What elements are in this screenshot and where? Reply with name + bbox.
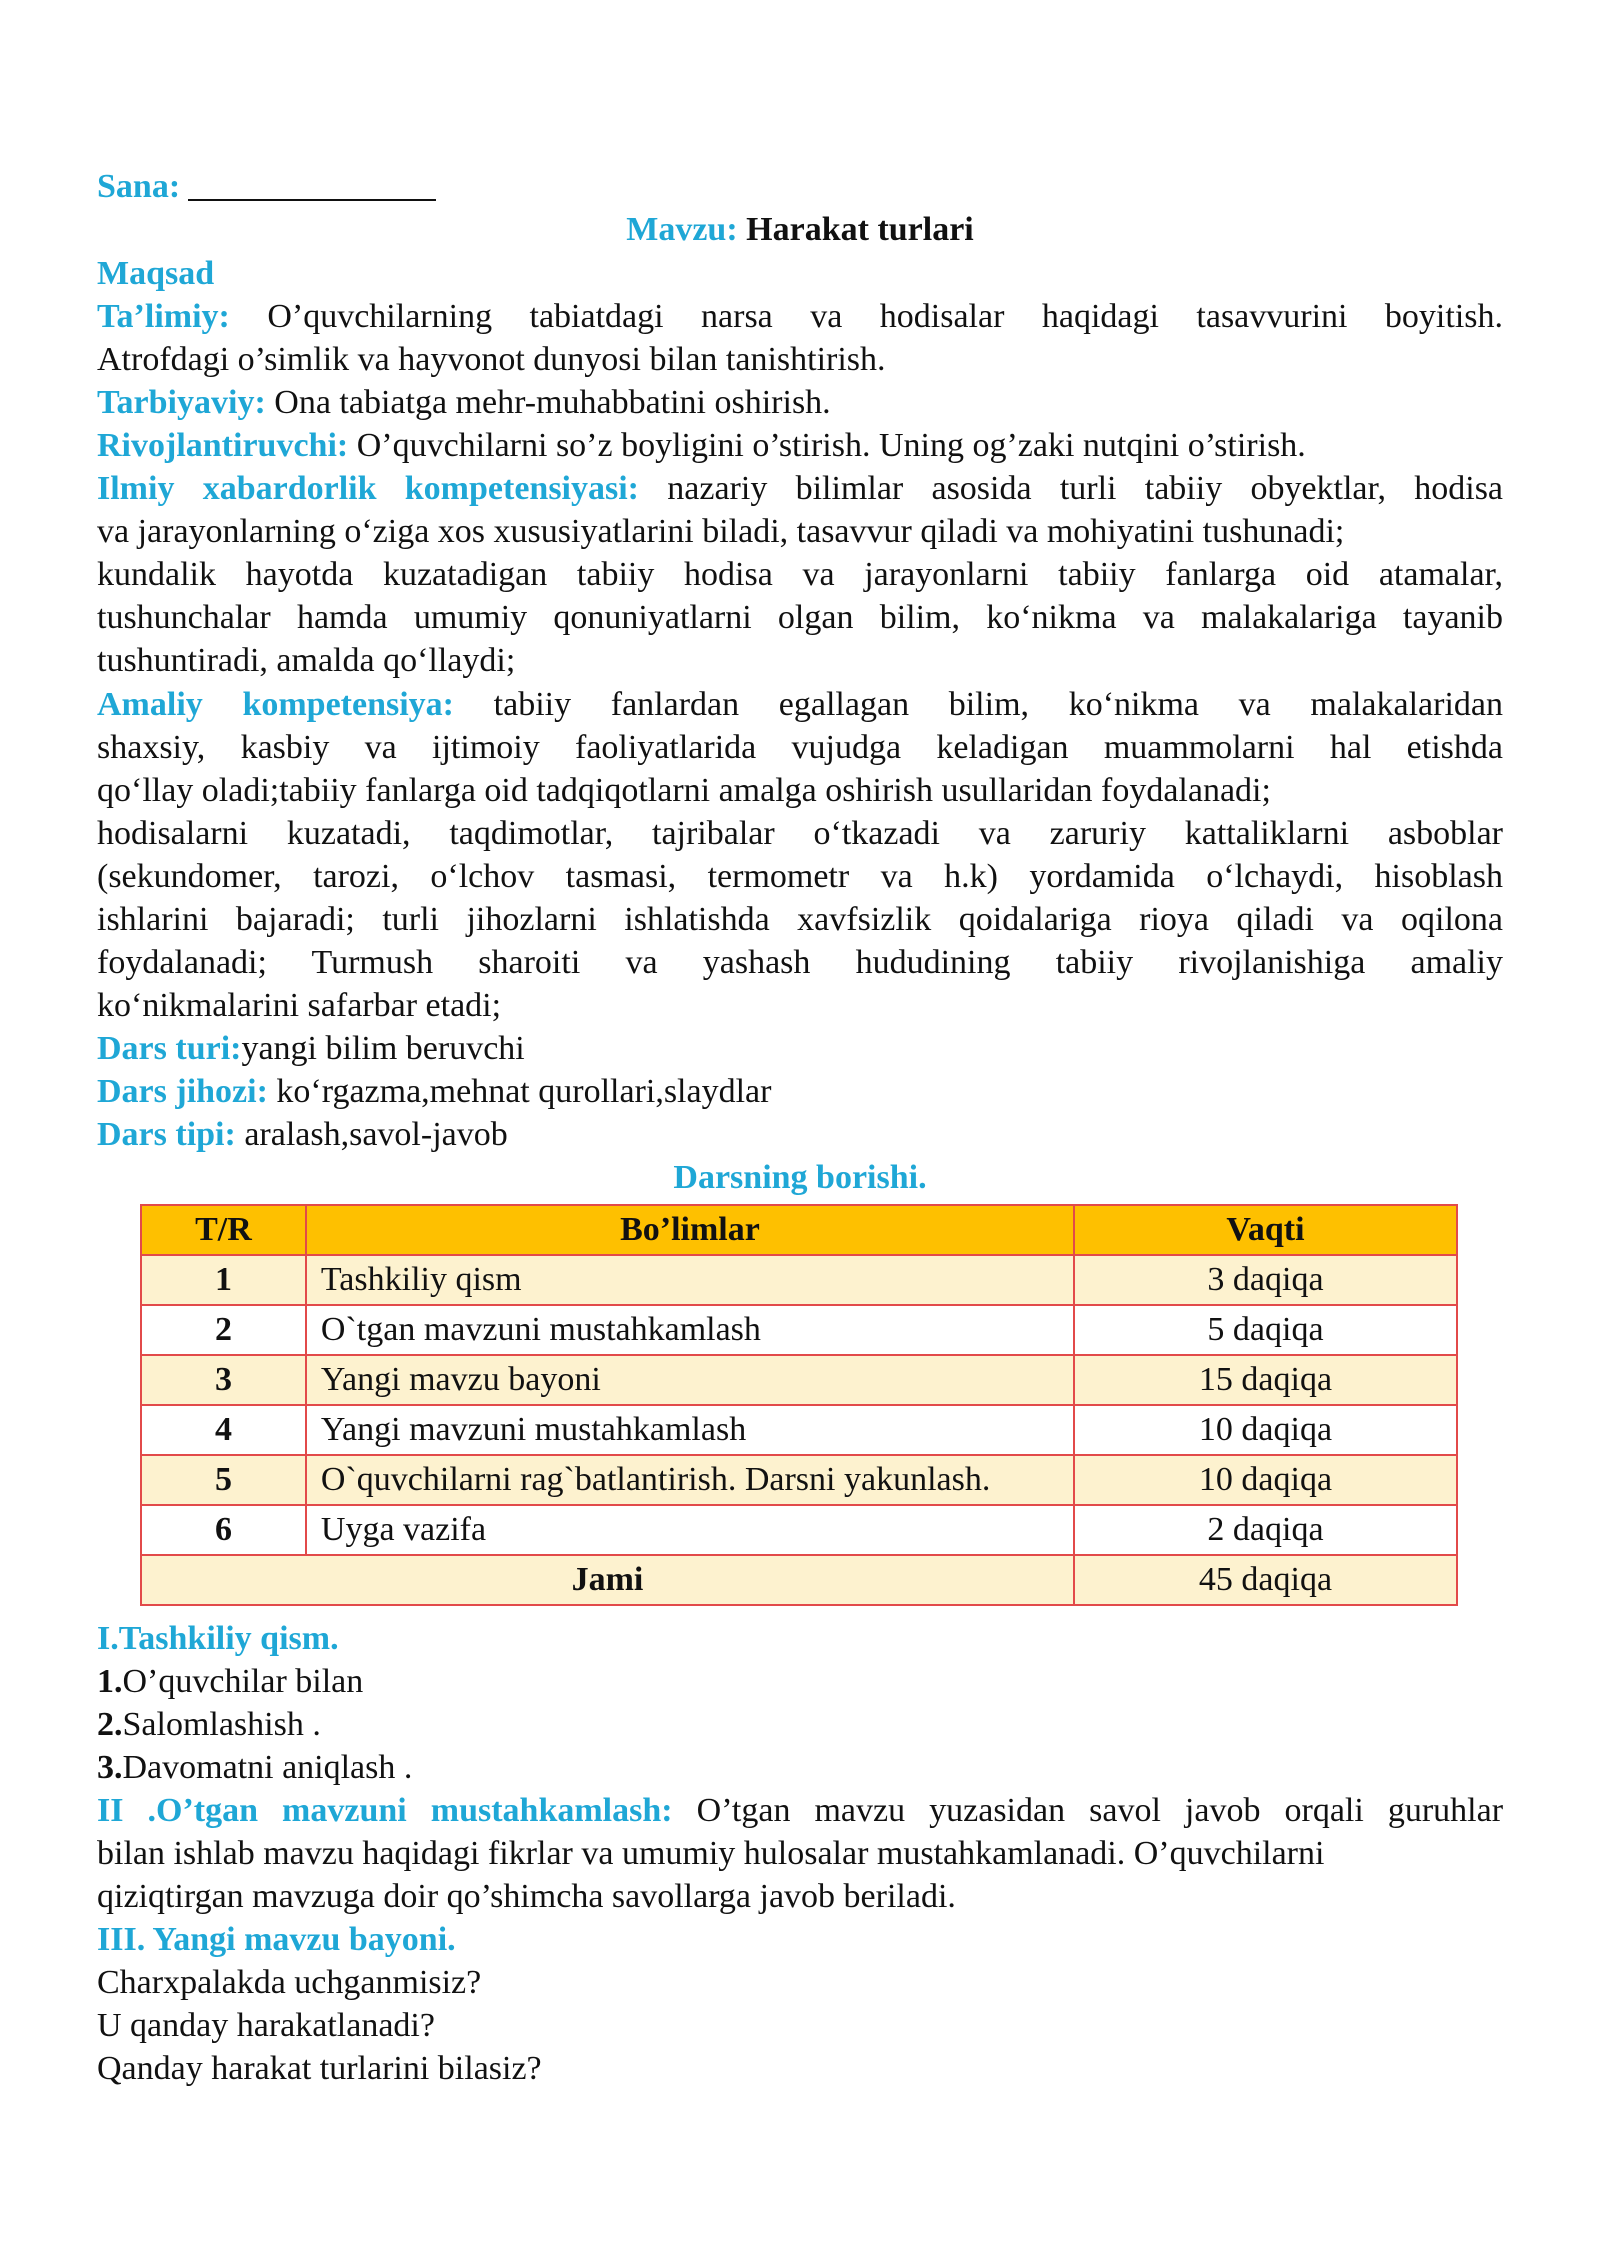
amaliy-label: Amaliy kompetensiya: xyxy=(97,686,454,723)
rivoj-label: Rivojlantiruvchi: xyxy=(97,427,349,464)
row-number: 4 xyxy=(141,1405,306,1455)
ilmiy-line-3: kundalik hayotda kuzatadigan tabiiy hodisa va jarayonlarni tabiiy fanlarga oid atamalar, xyxy=(97,556,1503,593)
dars-tipi-label: Dars tipi: xyxy=(97,1116,236,1153)
ilmiy-label: Ilmiy xabardorlik kompetensiyasi: xyxy=(97,470,640,507)
table-total-row xyxy=(141,1555,1457,1605)
row-section: Yangi mavzu bayoni xyxy=(306,1355,1074,1405)
list-item-number: 3. xyxy=(97,1749,123,1786)
otgan-line-2: bilan ishlab mavzu haqidagi fikrlar va umumiy hulosalar mustahkamlanadi. O’quvchilarni xyxy=(97,1835,1325,1872)
row-number: 6 xyxy=(141,1505,306,1555)
tarbiyaviy-line xyxy=(97,381,1503,424)
talimiy-line-1 xyxy=(97,295,1503,338)
tarbiyaviy-text: Ona tabiatga mehr-muhabbatini oshirish. xyxy=(274,384,831,421)
table-row xyxy=(141,1405,1457,1455)
talimiy-text: O’quvchilarning tabiatdagi narsa va hodisalar haqidagi tasavvurini boyitish. xyxy=(267,298,1504,335)
question-2: U qanday harakatlanadi? xyxy=(97,2007,435,2044)
total-value: 45 daqiqa xyxy=(1074,1555,1457,1605)
amaliy-line-2: shaxsiy, kasbiy va ijtimoiy faoliyatlarida vujudga keladigan muammolarni hal etishda xyxy=(97,729,1503,766)
header-time: Vaqti xyxy=(1074,1205,1457,1255)
borishi-title: Darsning borishi. xyxy=(673,1159,927,1196)
ilmiy-line-4: tushunchalar hamda umumiy qonuniyatlarni olgan bilim, ko‘nikma va malakalariga tayanib xyxy=(97,599,1503,636)
dars-turi-line xyxy=(97,1027,1503,1070)
dars-jihozi-label: Dars jihozi: xyxy=(97,1073,268,1110)
dars-turi-value: yangi bilim beruvchi xyxy=(241,1030,525,1067)
dars-tipi-value: aralash,savol-javob xyxy=(244,1116,508,1153)
total-label: Jami xyxy=(141,1555,1074,1605)
row-section: Yangi mavzuni mustahkamlash xyxy=(306,1405,1074,1455)
dars-tipi-line xyxy=(97,1113,1503,1156)
ilmiy-line-1 xyxy=(97,467,1503,510)
table-row xyxy=(141,1255,1457,1305)
date-line xyxy=(97,165,1503,208)
otgan-label: II .O’tgan mavzuni mustahkamlash: xyxy=(97,1792,673,1829)
list-item-number: 1. xyxy=(97,1663,123,1700)
amaliy-line-4: hodisalarni kuzatadi, taqdimotlar, tajribalar o‘tkazadi va zaruriy kattaliklarni asboblar xyxy=(97,815,1503,852)
row-section: O`quvchilarni rag`batlantirish. Darsni yakunlash. xyxy=(306,1455,1074,1505)
dars-jihozi-line xyxy=(97,1070,1503,1113)
amaliy-line-3: qo‘llay oladi;tabiiy fanlarga oid tadqiqotlarni amalga oshirish usullaridan foydalanadi; xyxy=(97,772,1271,809)
lesson-plan-table xyxy=(140,1204,1458,1606)
sana-label: Sana: xyxy=(97,168,181,205)
table-row xyxy=(141,1305,1457,1355)
row-time: 2 daqiqa xyxy=(1074,1505,1457,1555)
question-1: Charxpalakda uchganmisiz? xyxy=(97,1964,482,2001)
amaliy-line-8: ko‘nikmalarini safarbar etadi; xyxy=(97,987,502,1024)
mavzu-label: Mavzu: xyxy=(626,211,738,248)
list-item xyxy=(97,1746,1503,1789)
tashkiliy-title: I.Tashkiliy qism. xyxy=(97,1620,339,1657)
table-row xyxy=(141,1455,1457,1505)
row-number: 3 xyxy=(141,1355,306,1405)
topic-line xyxy=(97,208,1503,251)
rivoj-text: O’quvchilarni so’z boyligini o’stirish. Uning og’zaki nutqini o’stirish. xyxy=(356,427,1306,464)
row-number: 5 xyxy=(141,1455,306,1505)
tarbiyaviy-label: Tarbiyaviy: xyxy=(97,384,266,421)
rivoj-line xyxy=(97,424,1503,467)
list-item xyxy=(97,1660,1503,1703)
borishi-heading xyxy=(97,1156,1503,1199)
list-item-number: 2. xyxy=(97,1706,123,1743)
talimiy-label: Ta’limiy: xyxy=(97,298,230,335)
dars-turi-label: Dars turi: xyxy=(97,1030,242,1067)
table-row xyxy=(141,1355,1457,1405)
row-time: 10 daqiqa xyxy=(1074,1455,1457,1505)
question-3: Qanday harakat turlarini bilasiz? xyxy=(97,2050,542,2087)
amaliy-line-5: (sekundomer, tarozi, o‘lchov tasmasi, termometr va h.k) yordamida o‘lchaydi, hisoblash xyxy=(97,858,1503,895)
yangi-heading xyxy=(97,1918,1503,1961)
talimiy-line-2: Atrofdagi o’simlik va hayvonot dunyosi bilan tanishtirish. xyxy=(97,341,886,378)
maqsad-title: Maqsad xyxy=(97,255,215,292)
otgan-text-1: O’tgan mavzu yuzasidan savol javob orqali guruhlar xyxy=(696,1792,1504,1829)
list-item xyxy=(97,1703,1503,1746)
ilmiy-line-2: va jarayonlarning o‘ziga xos xususiyatlarini biladi, tasavvur qiladi va mohiyatini tushunadi; xyxy=(97,513,1345,550)
amaliy-line-1 xyxy=(97,683,1503,726)
ilmiy-text-1: nazariy bilimlar asosida turli tabiiy obyektlar, hodisa xyxy=(667,470,1504,507)
row-section: Tashkiliy qism xyxy=(306,1255,1074,1305)
ilmiy-line-5: tushuntiradi, amalda qo‘llaydi; xyxy=(97,642,516,679)
row-time: 15 daqiqa xyxy=(1074,1355,1457,1405)
header-tr: T/R xyxy=(141,1205,306,1255)
table-row xyxy=(141,1505,1457,1555)
row-time: 10 daqiqa xyxy=(1074,1405,1457,1455)
date-blank xyxy=(188,199,436,201)
row-time: 3 daqiqa xyxy=(1074,1255,1457,1305)
maqsad-heading xyxy=(97,252,1503,295)
otgan-line-1 xyxy=(97,1789,1503,1832)
list-item-text: Davomatni aniqlash . xyxy=(122,1749,413,1786)
row-section: Uyga vazifa xyxy=(306,1505,1074,1555)
dars-jihozi-value: ko‘rgazma,mehnat qurollari,slaydlar xyxy=(276,1073,772,1110)
topic-title: Harakat turlari xyxy=(746,211,974,248)
amaliy-line-6: ishlarini bajaradi; turli jihozlarni ishlatishda xavfsizlik qoidalariga rioya qiladi va oqilona xyxy=(97,901,1503,938)
table-header-row xyxy=(141,1205,1457,1255)
list-item-text: O’quvchilar bilan xyxy=(122,1663,364,1700)
row-number: 2 xyxy=(141,1305,306,1355)
tashkiliy-heading xyxy=(97,1617,1503,1660)
amaliy-line-7: foydalanadi; Turmush sharoiti va yashash hududining tabiiy rivojlanishiga amaliy xyxy=(97,944,1503,981)
list-item-text: Salomlashish . xyxy=(122,1706,321,1743)
yangi-title: III. Yangi mavzu bayoni. xyxy=(97,1921,456,1958)
row-time: 5 daqiqa xyxy=(1074,1305,1457,1355)
row-number: 1 xyxy=(141,1255,306,1305)
header-sections: Bo’limlar xyxy=(306,1205,1074,1255)
otgan-line-3: qiziqtirgan mavzuga doir qo’shimcha savollarga javob beriladi. xyxy=(97,1878,956,1915)
row-section: O`tgan mavzuni mustahkamlash xyxy=(306,1305,1074,1355)
amaliy-text-1: tabiiy fanlardan egallagan bilim, ko‘nikma va malakalaridan xyxy=(493,686,1503,723)
